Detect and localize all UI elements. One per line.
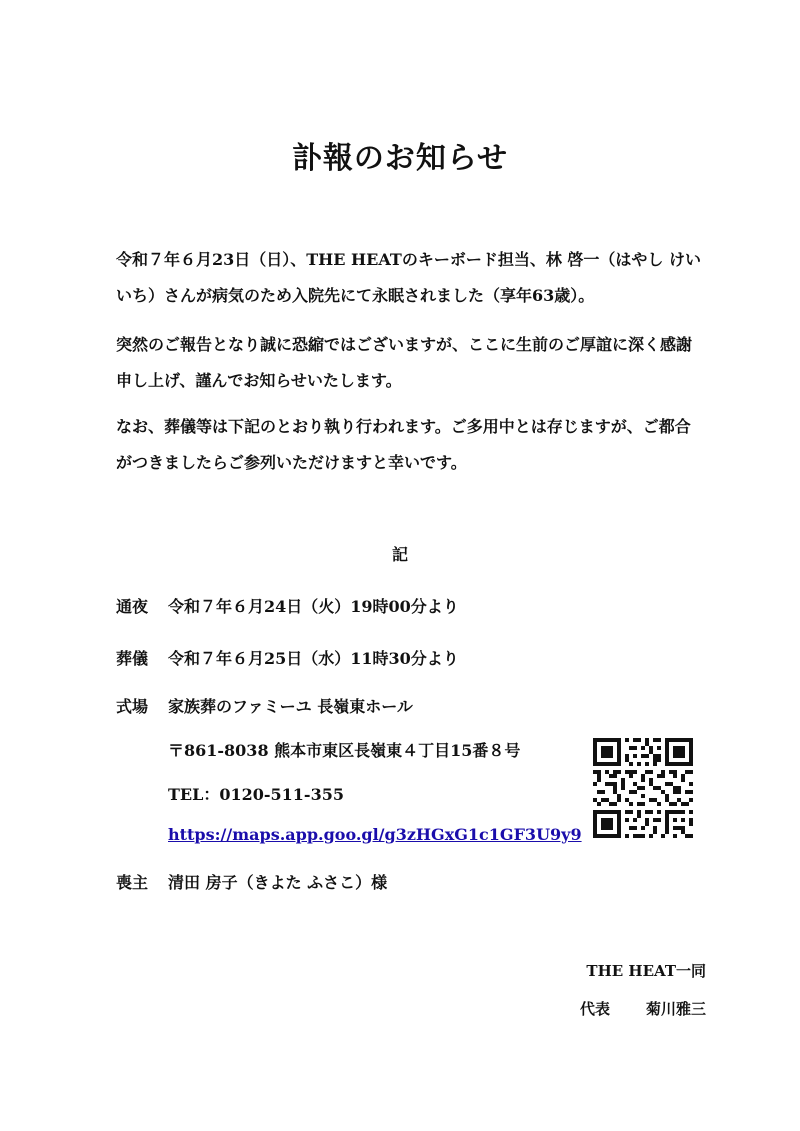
funeral-value: 令和７年６月25日（水）11時30分より — [168, 649, 459, 668]
paragraph-funeral-info: なお、葬儀等は下記のとおり執り行われます。ご多用中とは存じますが、ご都合がつきましたらご参列いただけますと幸いです。 — [116, 417, 691, 472]
signature-representative — [580, 998, 706, 1019]
paragraph-announcement: 令和７年６月23日（日）、THE HEATのキーボード担当、林 啓一（はやし けいいち）さんが病気のため入院先にて永眠されました（享年63歳）。 — [116, 250, 701, 305]
signature-group: THE HEAT一同 — [586, 962, 706, 980]
page-title: 訃報のお知らせ — [291, 141, 509, 176]
venue-row — [116, 694, 413, 717]
chief-mourner-row — [116, 870, 387, 893]
wake-label: 通夜 — [116, 597, 149, 616]
venue-address: 〒861-8038 熊本市東区長嶺東４丁目15番８号 — [168, 741, 521, 760]
qr-code-icon[interactable] — [593, 738, 693, 838]
venue-label: 式場 — [116, 697, 149, 716]
representative-label: 代表 — [579, 1000, 610, 1018]
chief-mourner-value: 清田 房子（きよた ふさこ）様 — [168, 873, 388, 892]
chief-mourner-label: 喪主 — [116, 873, 149, 892]
wake-value: 令和７年６月24日（火）19時00分より — [168, 597, 459, 616]
wake-row — [116, 594, 459, 617]
ki-heading: 記 — [391, 545, 408, 564]
venue-map-link[interactable]: https://maps.app.goo.gl/g3zHGxG1c1GF3U9y9 — [168, 825, 582, 844]
venue-value: 家族葬のファミーユ 長嶺東ホール — [168, 697, 413, 716]
venue-map-row — [168, 825, 582, 844]
venue-phone: TEL：0120-511-355 — [168, 785, 344, 804]
paragraph-gratitude: 突然のご報告となり誠に恐縮ではございますが、ここに生前のご厚誼に深く感謝申し上げ、謹んでお知らせいたします。 — [116, 335, 693, 390]
funeral-label: 葬儀 — [116, 649, 149, 668]
funeral-row — [116, 646, 459, 669]
representative-name: 菊川雅三 — [645, 1000, 706, 1018]
